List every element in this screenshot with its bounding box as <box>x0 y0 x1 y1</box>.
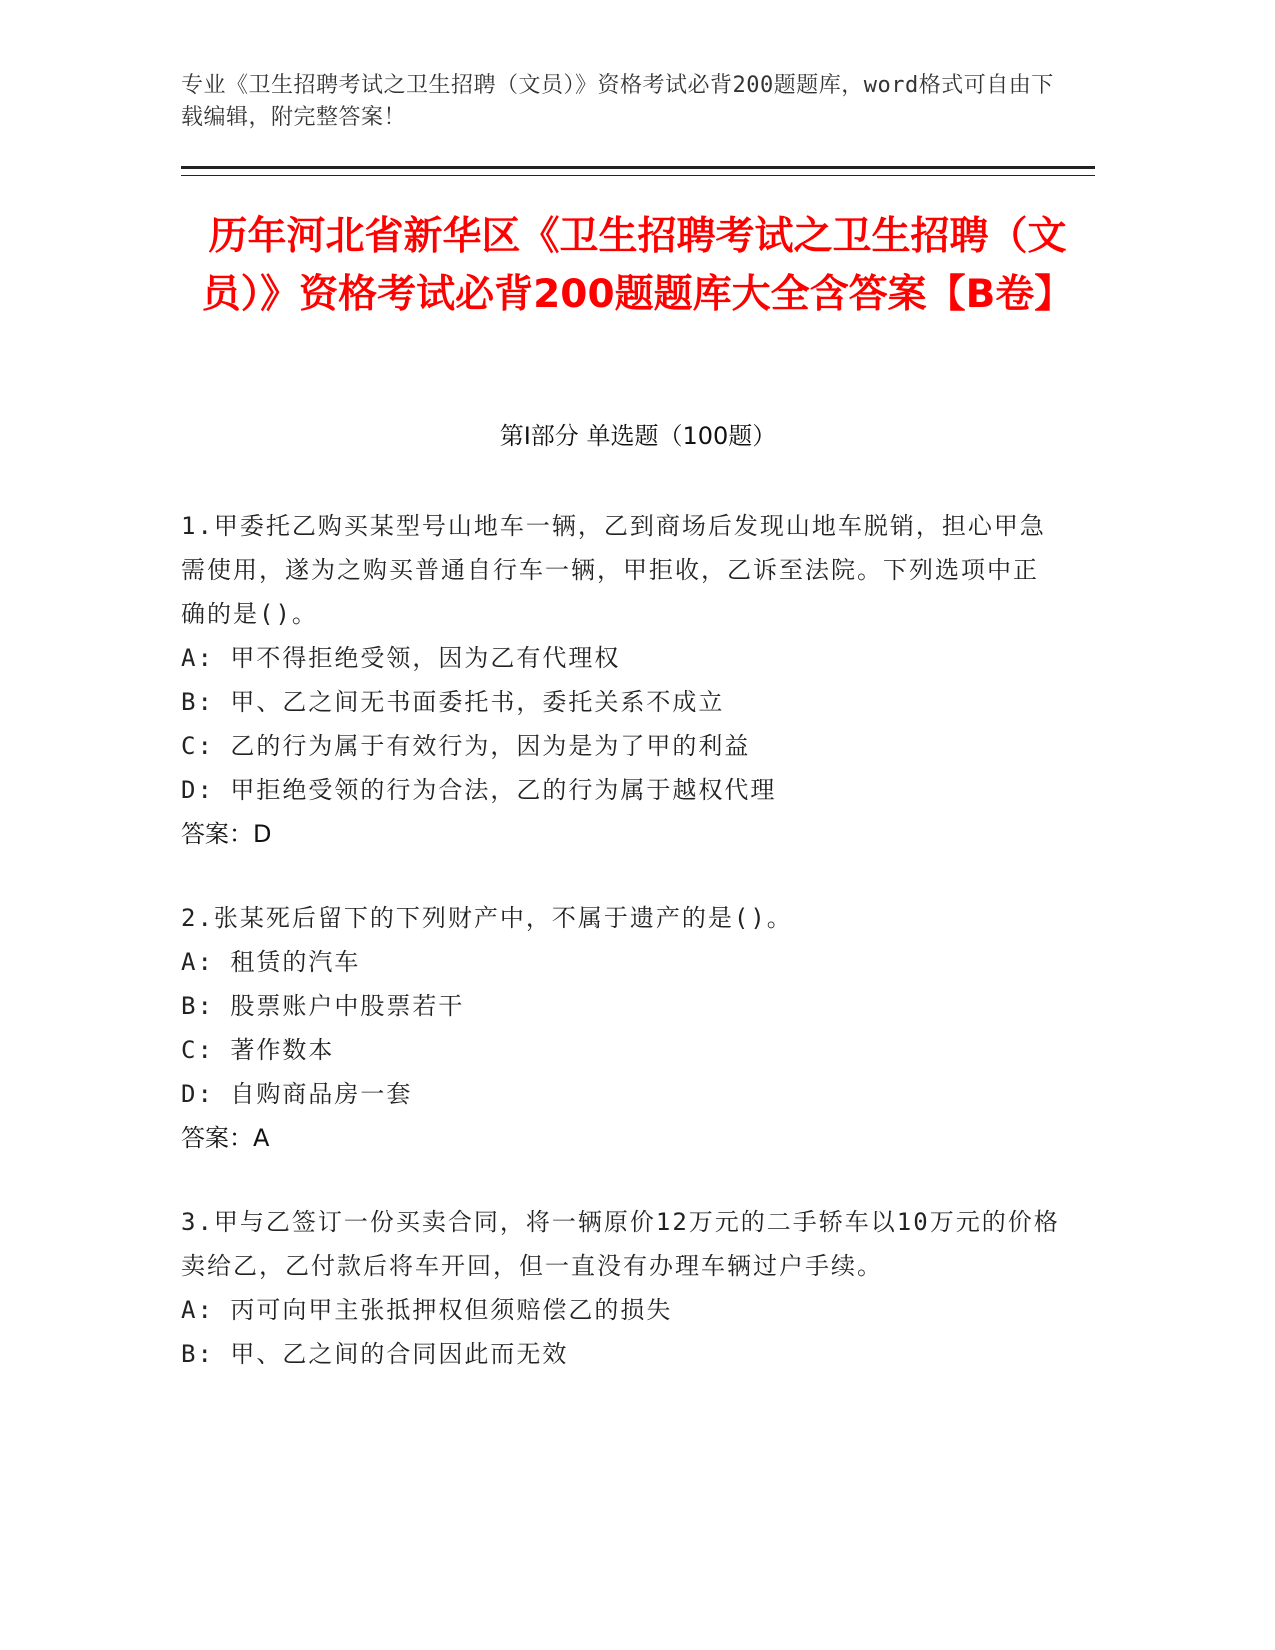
option-b: B: 股票账户中股票若干 <box>181 992 465 1020</box>
option-a: A: 租赁的汽车 <box>181 948 361 976</box>
answer: 答案：D <box>181 820 272 848</box>
header-note: 专业《卫生招聘考试之卫生招聘（文员）》资格考试必背200题题库，word格式可自由下载编辑，附完整答案！ <box>181 73 1054 130</box>
option-c: C: 乙的行为属于有效行为，因为是为了甲的利益 <box>181 732 751 760</box>
option-a: A: 甲不得拒绝受领，因为乙有代理权 <box>181 644 621 672</box>
option-b: B: 甲、乙之间无书面委托书，委托关系不成立 <box>181 688 725 716</box>
question-3 <box>181 1200 1061 1376</box>
header-rule-thick <box>181 166 1095 169</box>
question-stem: 3.甲与乙签订一份买卖合同，将一辆原价12万元的二手轿车以10万元的价格卖给乙，乙付款后将车开回，但一直没有办理车辆过户手续。 <box>181 1208 1060 1280</box>
option-a: A: 丙可向甲主张抵押权但须赔偿乙的损失 <box>181 1296 673 1324</box>
question-stem: 1.甲委托乙购买某型号山地车一辆，乙到商场后发现山地车脱销，担心甲急需使用，遂为之购买普通自行车一辆，甲拒收，乙诉至法院。下列选项中正确的是()。 <box>181 512 1046 628</box>
option-d: D: 自购商品房一套 <box>181 1080 413 1108</box>
option-c: C: 著作数本 <box>181 1036 335 1064</box>
question-stem: 2.张某死后留下的下列财产中，不属于遗产的是()。 <box>181 904 793 932</box>
question-1 <box>181 504 1061 856</box>
answer: 答案：A <box>181 1124 270 1152</box>
option-b: B: 甲、乙之间的合同因此而无效 <box>181 1340 569 1368</box>
document-title: 历年河北省新华区《卫生招聘考试之卫生招聘（文员）》资格考试必背200题题库大全含答案【B卷】 <box>201 214 1074 317</box>
section-title: 第Ⅰ部分 单选题（100题） <box>499 422 777 450</box>
header-rule-thin <box>181 175 1095 176</box>
question-2 <box>181 896 1061 1160</box>
option-d: D: 甲拒绝受领的行为合法，乙的行为属于越权代理 <box>181 776 777 804</box>
